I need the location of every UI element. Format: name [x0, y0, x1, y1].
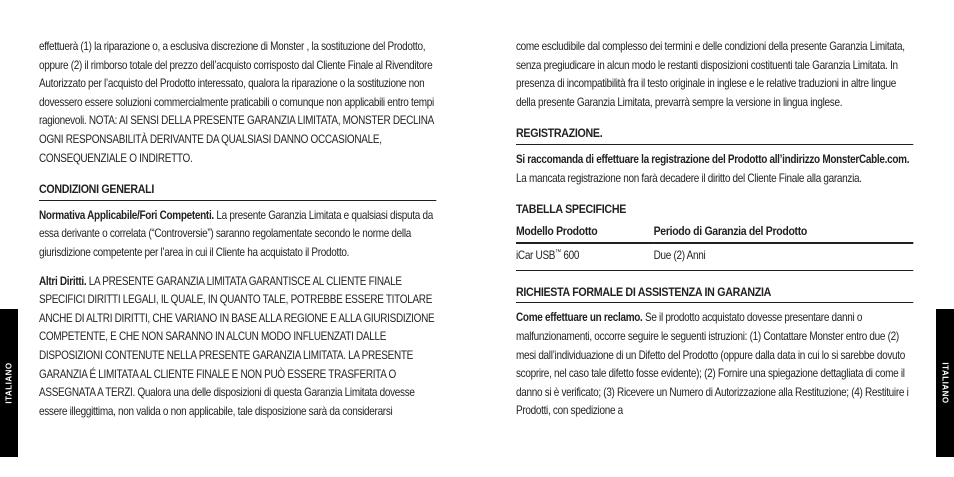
- registration-lead: Si raccomanda di effettuare la registrazione del Prodotto all’indirizzo MonsterCable.com.: [516, 152, 910, 166]
- language-tab-left: [0, 309, 18, 457]
- other-rights-paragraph: [39, 273, 436, 422]
- warranty-remedy-paragraph: effettuerà (1) la riparazione o, a esclusiva discrezione di Monster , la sostituzione del Prodotto, oppure (2) il rimborso totale del prezzo dell’acquisto corrisposto dal Cliente Finale al Rivenditore Autorizzato per l’acquisto del Prodotto interessato, qualora la riparazione o la sostituzione non dovessero essere soluzioni commercialmente praticabili o comunque non applicabili entro tempi ragionevoli. NOTA: AI SENSI DELLA PRESENTE GARANZIA LIMITATA, MONSTER DECLINA OGNI RESPONSABILITÀ DERIVANTE DA QUALSIASI DANNO OCCASIONALE, CONSEQUENZIALE O INDIRETTO.: [39, 40, 434, 165]
- spec-table: [516, 222, 913, 271]
- claim-body: Se il prodotto acquistato dovesse presentare danni o malfunzionamenti, occorre seguire le seguenti istruzioni: (1) Contattare Monster entro due (2) mesi dall’individuazione di un Difetto del Prodotto (oppure dalla data in cui lo si sarebbe dovuto scoprire, nel caso tale difetto fosse evidente); (2) Fornire una spiegazione dettagliata di come il danno si è verificato; (3) Ricevere un Numero di Autorizzazione alla Restituzione; (4) Restituire i Prodotti, con spedizione a: [516, 311, 909, 418]
- language-tab-left-label: ITALIANO: [4, 362, 14, 404]
- claim-paragraph: [516, 309, 913, 421]
- warranty-claim-heading: RICHIESTA FORMALE DI ASSISTENZA IN GARANZIA: [516, 283, 913, 304]
- applicable-law-lead: Normativa Applicabile/Fori Competenti.: [39, 208, 214, 222]
- trademark-mark: ™: [555, 249, 561, 257]
- language-tab-right: [936, 309, 954, 457]
- table-row: [516, 243, 913, 271]
- spec-table-header-row: [516, 222, 913, 243]
- registration-body: La mancata registrazione non farà decadere il diritto del Cliente Finale alla garanzia.: [516, 171, 862, 185]
- spec-header-period: Periodo di Garanzia del Prodotto: [654, 222, 913, 243]
- applicable-law-paragraph: [39, 207, 436, 263]
- other-rights-body: LA PRESENTE GARANZIA LIMITATA GARANTISCE AL CLIENTE FINALE SPECIFICI DIRITTI LEGALI, IL QUALE, IN QUANTO TALE, POTREBBE ESSERE TITOLARE ANCHE DI ALTRI DIRITTI, CHE VARIANO IN BASE ALLA REGIONE E ALLA GIURISDIZIONE COMPETENTE, E CHE NON SARANNO IN ALCUN MODO INFLUENZATI DALLE DISPOSIZIONI CONTENUTE NELLA PRESENTE GARANZIA LIMITATA. LA PRESENTE GARANZIA É LIMITATA AL CLIENTE FINALE E NON PUÒ ESSERE TRASFERITA O ASSEGNATA A TERZI. Qualora una delle disposizioni di questa Garanzia Limitata dovesse essere illeggittima, non valida o non applicabile, tale disposizione sarà da considerarsi: [39, 274, 435, 418]
- spec-header-model: Modello Prodotto: [516, 222, 654, 243]
- registration-heading: REGISTRAZIONE.: [516, 124, 913, 145]
- left-column: [39, 38, 437, 421]
- other-rights-lead: Altri Diritti.: [39, 274, 87, 288]
- spec-table-heading: TABELLA SPECIFICHE: [516, 202, 627, 217]
- severability-paragraph: come escludibile dal complesso dei termini e delle condizioni della presente Garanzia Limitata, senza pregiudicare in alcun modo le restanti disposizioni costituenti tale Garanzia Limitata. In presenza di incompatibilità fra il testo originale in inglese e le relative traduzioni in altre lingue della presente Garanzia Limitata, prevarrà sempre la versione in lingua inglese.: [516, 40, 905, 109]
- claim-lead: Come effettuare un reclamo.: [516, 311, 643, 325]
- right-column: [516, 38, 914, 421]
- language-tab-right-label: ITALIANO: [940, 362, 950, 404]
- model-name: iCar USB: [516, 249, 556, 263]
- registration-paragraph: [516, 151, 913, 188]
- spec-cell-model: [516, 243, 654, 271]
- spec-cell-period: Due (2) Anni: [654, 243, 913, 271]
- general-conditions-heading: CONDIZIONI GENERALI: [39, 180, 436, 201]
- model-number: 600: [560, 249, 580, 263]
- applicable-law-body: La presente Garanzia Limitata e qualsiasi disputa da essa derivante o correlata (“Controversie”) saranno regolamentate secondo le norme della giurisdizione competente per l’area in cui il Cliente ha acquistato il Prodotto.: [39, 208, 433, 259]
